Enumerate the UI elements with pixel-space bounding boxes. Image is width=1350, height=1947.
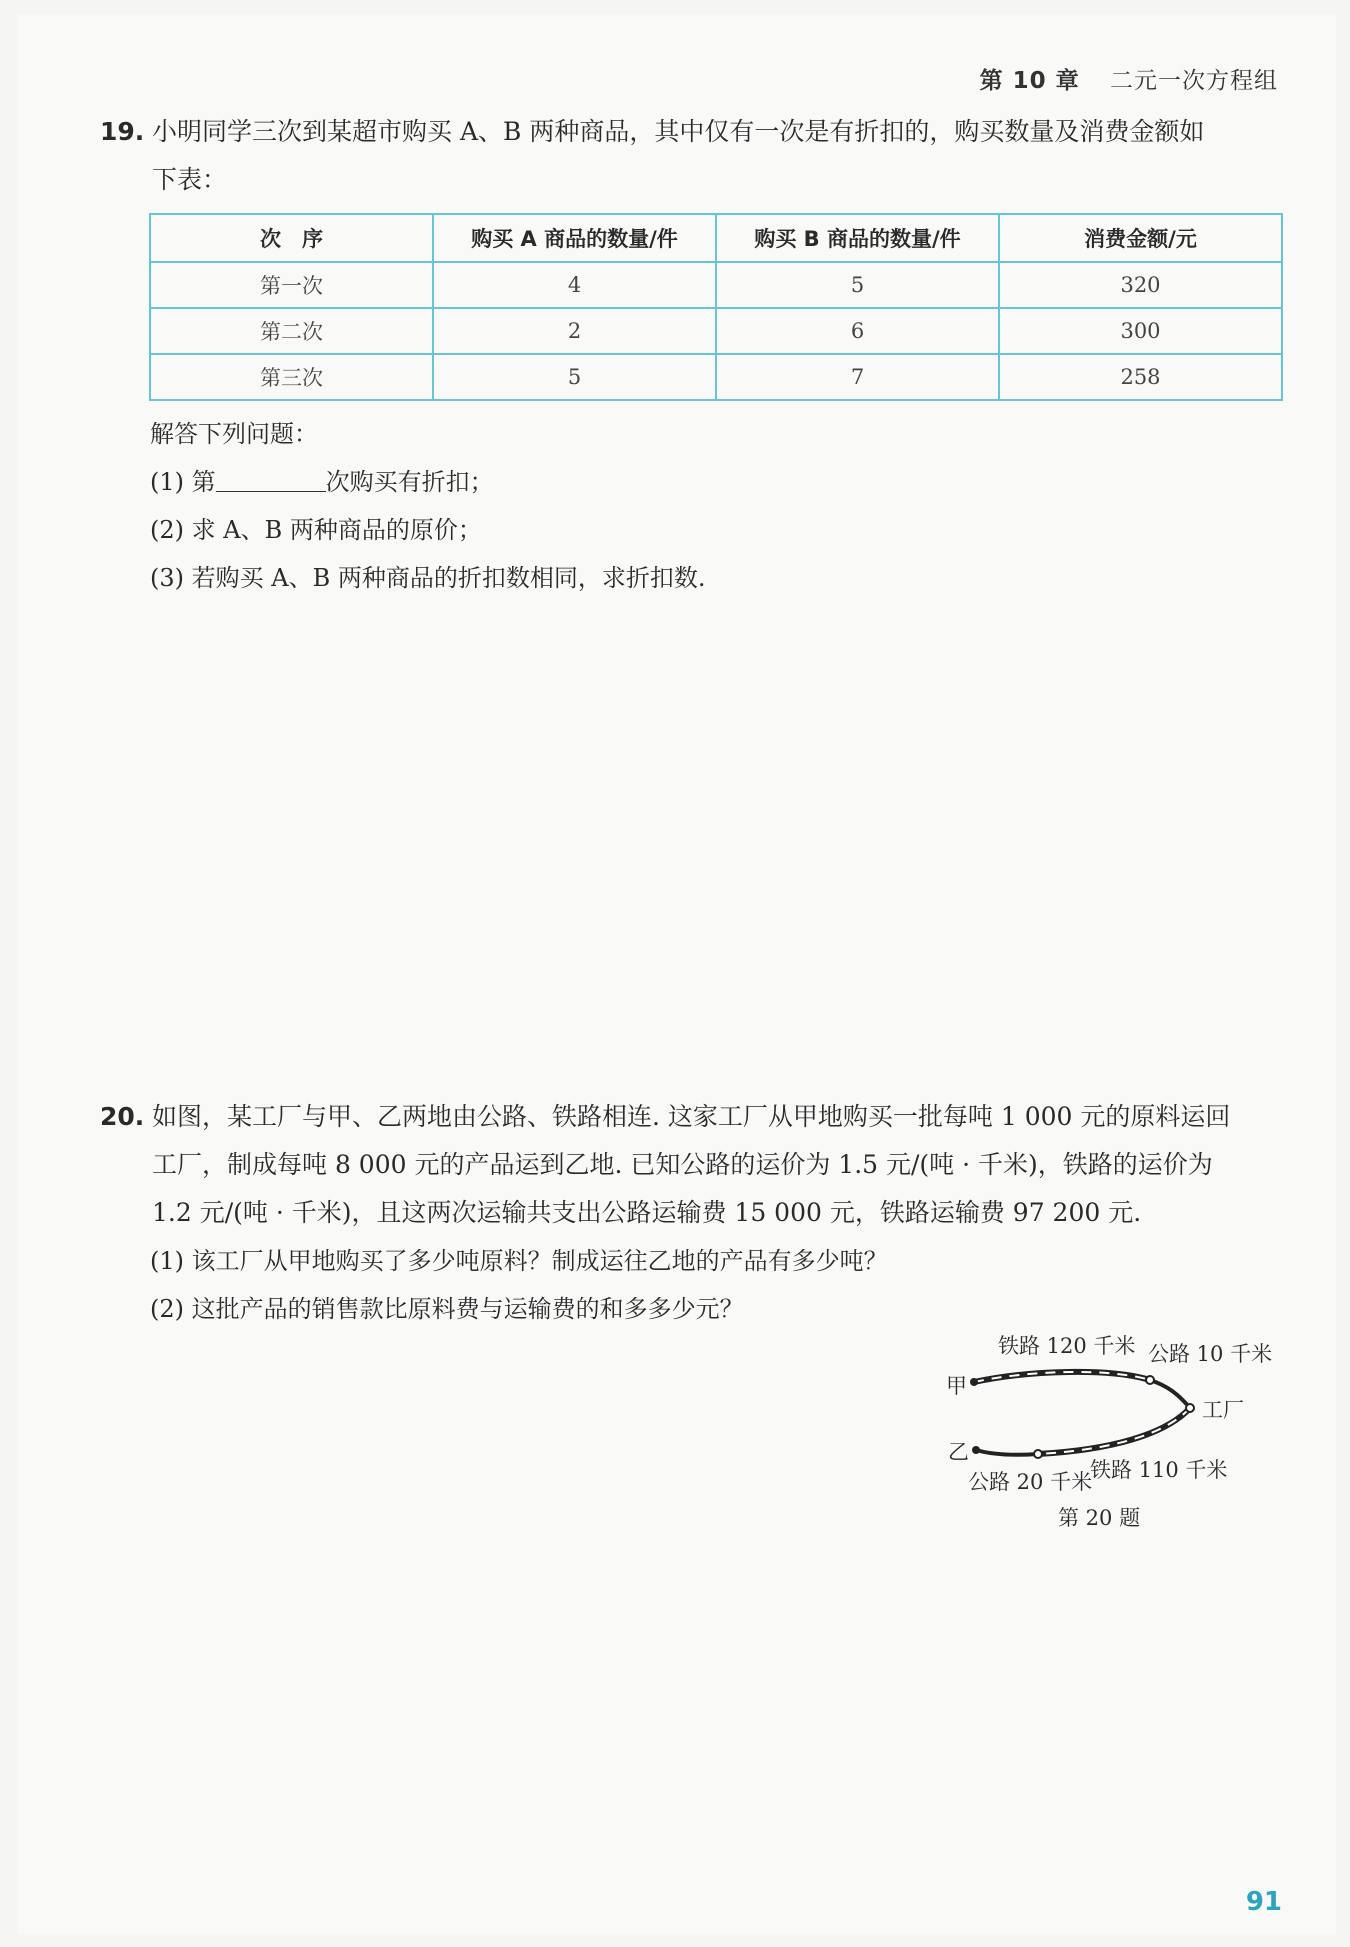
table-cell: 2: [433, 308, 716, 354]
figure-caption: 第 20 题: [1058, 1506, 1141, 1530]
answer-blank[interactable]: [216, 461, 326, 492]
sub-question-2: (2) 求 A、B 两种商品的原价；: [150, 516, 482, 544]
table-row: [150, 354, 1282, 400]
junction-top: [1146, 1376, 1154, 1384]
question-number: 19.: [100, 117, 145, 146]
table-cell: 7: [716, 354, 999, 400]
chapter-label: 第 10 章: [979, 68, 1080, 94]
sub-question-text: 次购买有折扣；: [325, 468, 494, 496]
page-header: [980, 62, 1278, 95]
chapter-title: 二元一次方程组: [1110, 68, 1278, 94]
jia-point: [970, 1378, 978, 1386]
column-header: 购买 A 商品的数量/件: [433, 214, 716, 262]
label-rail-top: 铁路 120 千米: [998, 1334, 1136, 1358]
question-text-line1: 小明同学三次到某超市购买 A、B 两种商品，其中仅有一次是有折扣的，购买数量及消费金额如: [152, 117, 1205, 146]
question-text-line2: 工厂，制成每吨 8 000 元的产品运到乙地. 已知公路的运价为 1.5 元/(吨 · 千米)，铁路的运价为: [152, 1150, 1213, 1179]
road-bottom: [976, 1450, 1038, 1455]
yi-point: [972, 1446, 980, 1454]
question-text-line1: 如图，某工厂与甲、乙两地由公路、铁路相连. 这家工厂从甲地购买一批每吨 1 000 元的原料运回: [152, 1102, 1231, 1131]
question-text-line3: 1.2 元/(吨 · 千米)，且这两次运输共支出公路运输费 15 000 元，铁路运输费 97 200 元.: [152, 1198, 1142, 1227]
table-cell: 5: [433, 354, 716, 400]
page-number: 91: [1245, 1887, 1282, 1917]
sub-question-text: (1) 第: [150, 468, 216, 496]
table-cell: 320: [999, 262, 1282, 308]
question-number: 20.: [100, 1102, 145, 1131]
table-cell: 6: [716, 308, 999, 354]
sub-question-2: (2) 这批产品的销售款比原料费与运输费的和多多少元？: [150, 1295, 744, 1323]
answer-prompt: 解答下列问题：: [150, 420, 318, 448]
purchase-table: [149, 213, 1283, 401]
factory-point: [1186, 1404, 1194, 1412]
table-row: [150, 308, 1282, 354]
road-top: [1150, 1380, 1190, 1408]
label-rail-bottom: 铁路 110 千米: [1090, 1458, 1228, 1482]
label-jia: 甲: [946, 1374, 967, 1398]
table-header-row: [150, 214, 1282, 262]
column-header: 消费金额/元: [999, 214, 1282, 262]
table-cell: 5: [716, 262, 999, 308]
railway-bottom: [1038, 1408, 1190, 1454]
column-header: 购买 B 商品的数量/件: [716, 214, 999, 262]
sub-question-1: [150, 458, 494, 506]
question-19: [100, 108, 1286, 204]
table-cell: 第一次: [150, 262, 433, 308]
label-yi: 乙: [948, 1440, 969, 1464]
label-factory: 工厂: [1202, 1398, 1244, 1422]
table-cell: 300: [999, 308, 1282, 354]
route-diagram: [940, 1330, 1300, 1560]
table-cell: 第三次: [150, 354, 433, 400]
question-20: [100, 1093, 1286, 1237]
label-road-top: 公路 10 千米: [1148, 1342, 1273, 1366]
table-cell: 258: [999, 354, 1282, 400]
sub-question-3: (3) 若购买 A、B 两种商品的折扣数相同，求折扣数.: [150, 564, 706, 592]
table-cell: 第二次: [150, 308, 433, 354]
sub-question-1: (1) 该工厂从甲地购买了多少吨原料？制成运往乙地的产品有多少吨？: [150, 1247, 888, 1275]
table-row: [150, 262, 1282, 308]
junction-bottom: [1034, 1450, 1042, 1458]
column-header: 次 序: [150, 214, 433, 262]
label-road-bottom: 公路 20 千米: [968, 1470, 1093, 1494]
table-cell: 4: [433, 262, 716, 308]
question-text-line2: 下表：: [152, 165, 228, 194]
